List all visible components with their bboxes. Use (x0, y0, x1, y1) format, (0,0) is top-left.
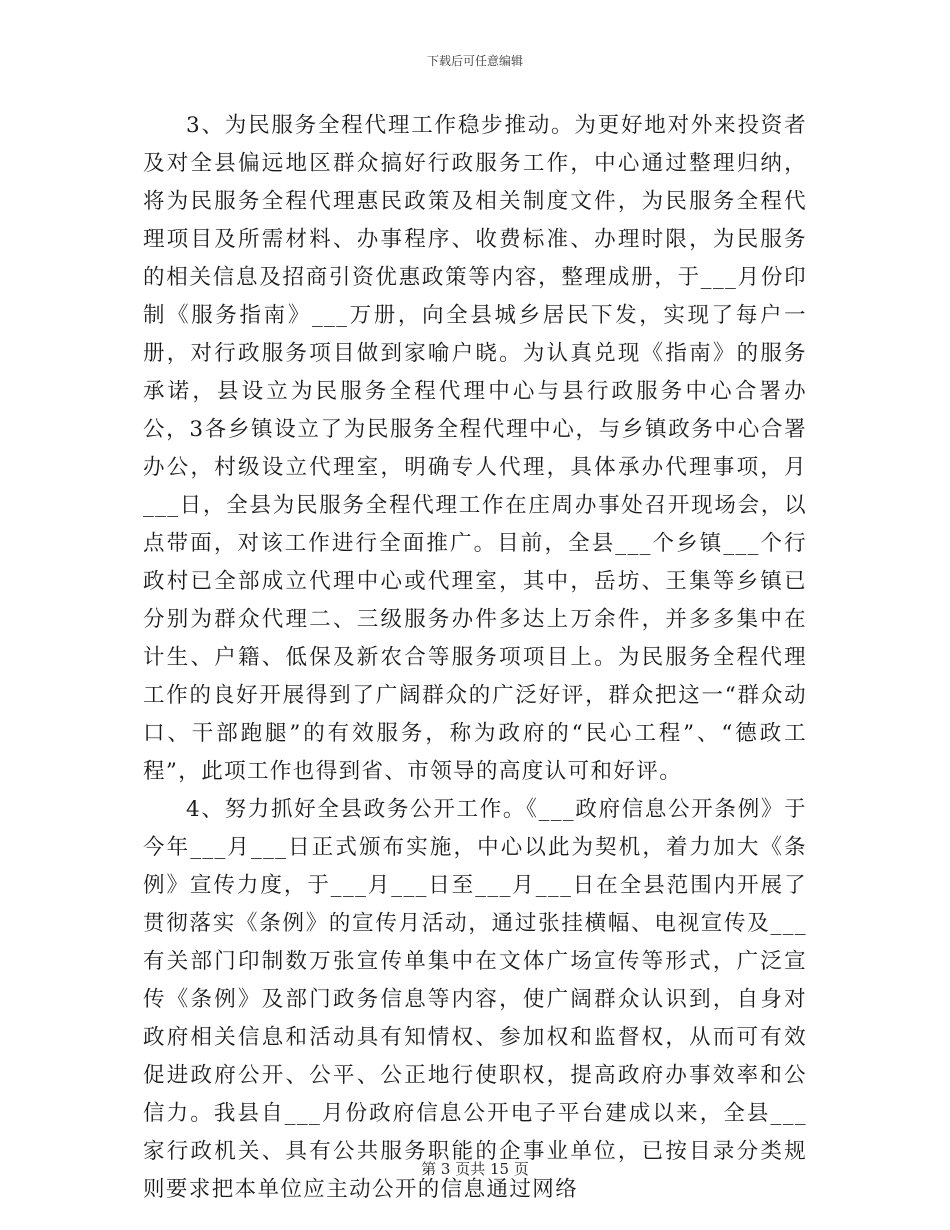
paragraph-section-3: 3、为民服务全程代理工作稳步推动。为更好地对外来投资者及对全县偏远地区群众搞好行政服务工作，中心通过整理归纳，将为民服务全程代理惠民政策及相关制度文件，为民服务全程代理项目及所需材料、办事程序、收费标准、办理时限，为民服务的相关信息及招商引资优惠政策等内容，整理成册，于___月份印制《服务指南》___万册，向全县城乡居民下发，实现了每户一册，对行政服务项目做到家喻户晓。为认真兑现《指南》的服务承诺，县设立为民服务全程代理中心与县行政服务中心合署办公，3各乡镇设立了为民服务全程代理中心，与乡镇政务中心合署办公，村级设立代理室，明确专人代理，具体承办代理事项，月___日，全县为民服务全程代理工作在庄周办事处召开现场会，以点带面，对该工作进行全面推广。目前，全县___个乡镇___个行政村已全部成立代理中心或代理室，其中，岳坊、王集等乡镇已分别为群众代理二、三级服务办件多达上万余件，并多多集中在计生、户籍、低保及新农合等服务项项目上。为民服务全程代理工作的良好开展得到了广阔群众的广泛好评，群众把这一“群众动口、干部跑腿”的有效服务，称为政府的“民心工程”、“德政工程”，此项工作也得到省、市领导的高度认可和好评。 (143, 113, 807, 784)
document-body (143, 107, 807, 1209)
page-number: 第 3 页共 15 页 (421, 1160, 529, 1178)
page-header: 下载后可任意编辑 (426, 54, 523, 68)
paragraph-section-4: 4、努力抓好全县政务公开工作。《___政府信息公开条例》于今年___月___日正式颁布实施，中心以此为契机，着力加大《条例》宣传力度，于___月___日至___月___日在全县范围内开展了贯彻落实《条例》的宣传月活动，通过张挂横幅、电视宣传及___有关部门印制数万张宣传单集中在文体广场宣传等形式，广泛宣传《条例》及部门政务信息等内容，使广阔群众认识到，自身对政府相关信息和活动具有知情权、参加权和监督权，从而可有效促进政府公开、公平、公正地行使职权，提高政府办事效率和公信力。我县自___月份政府信息公开电子平台建成以来，全县___家行政机关、具有公共服务职能的企事业单位，已按目录分类规则要求把本单位应主动公开的信息通过网络 (143, 797, 807, 1202)
